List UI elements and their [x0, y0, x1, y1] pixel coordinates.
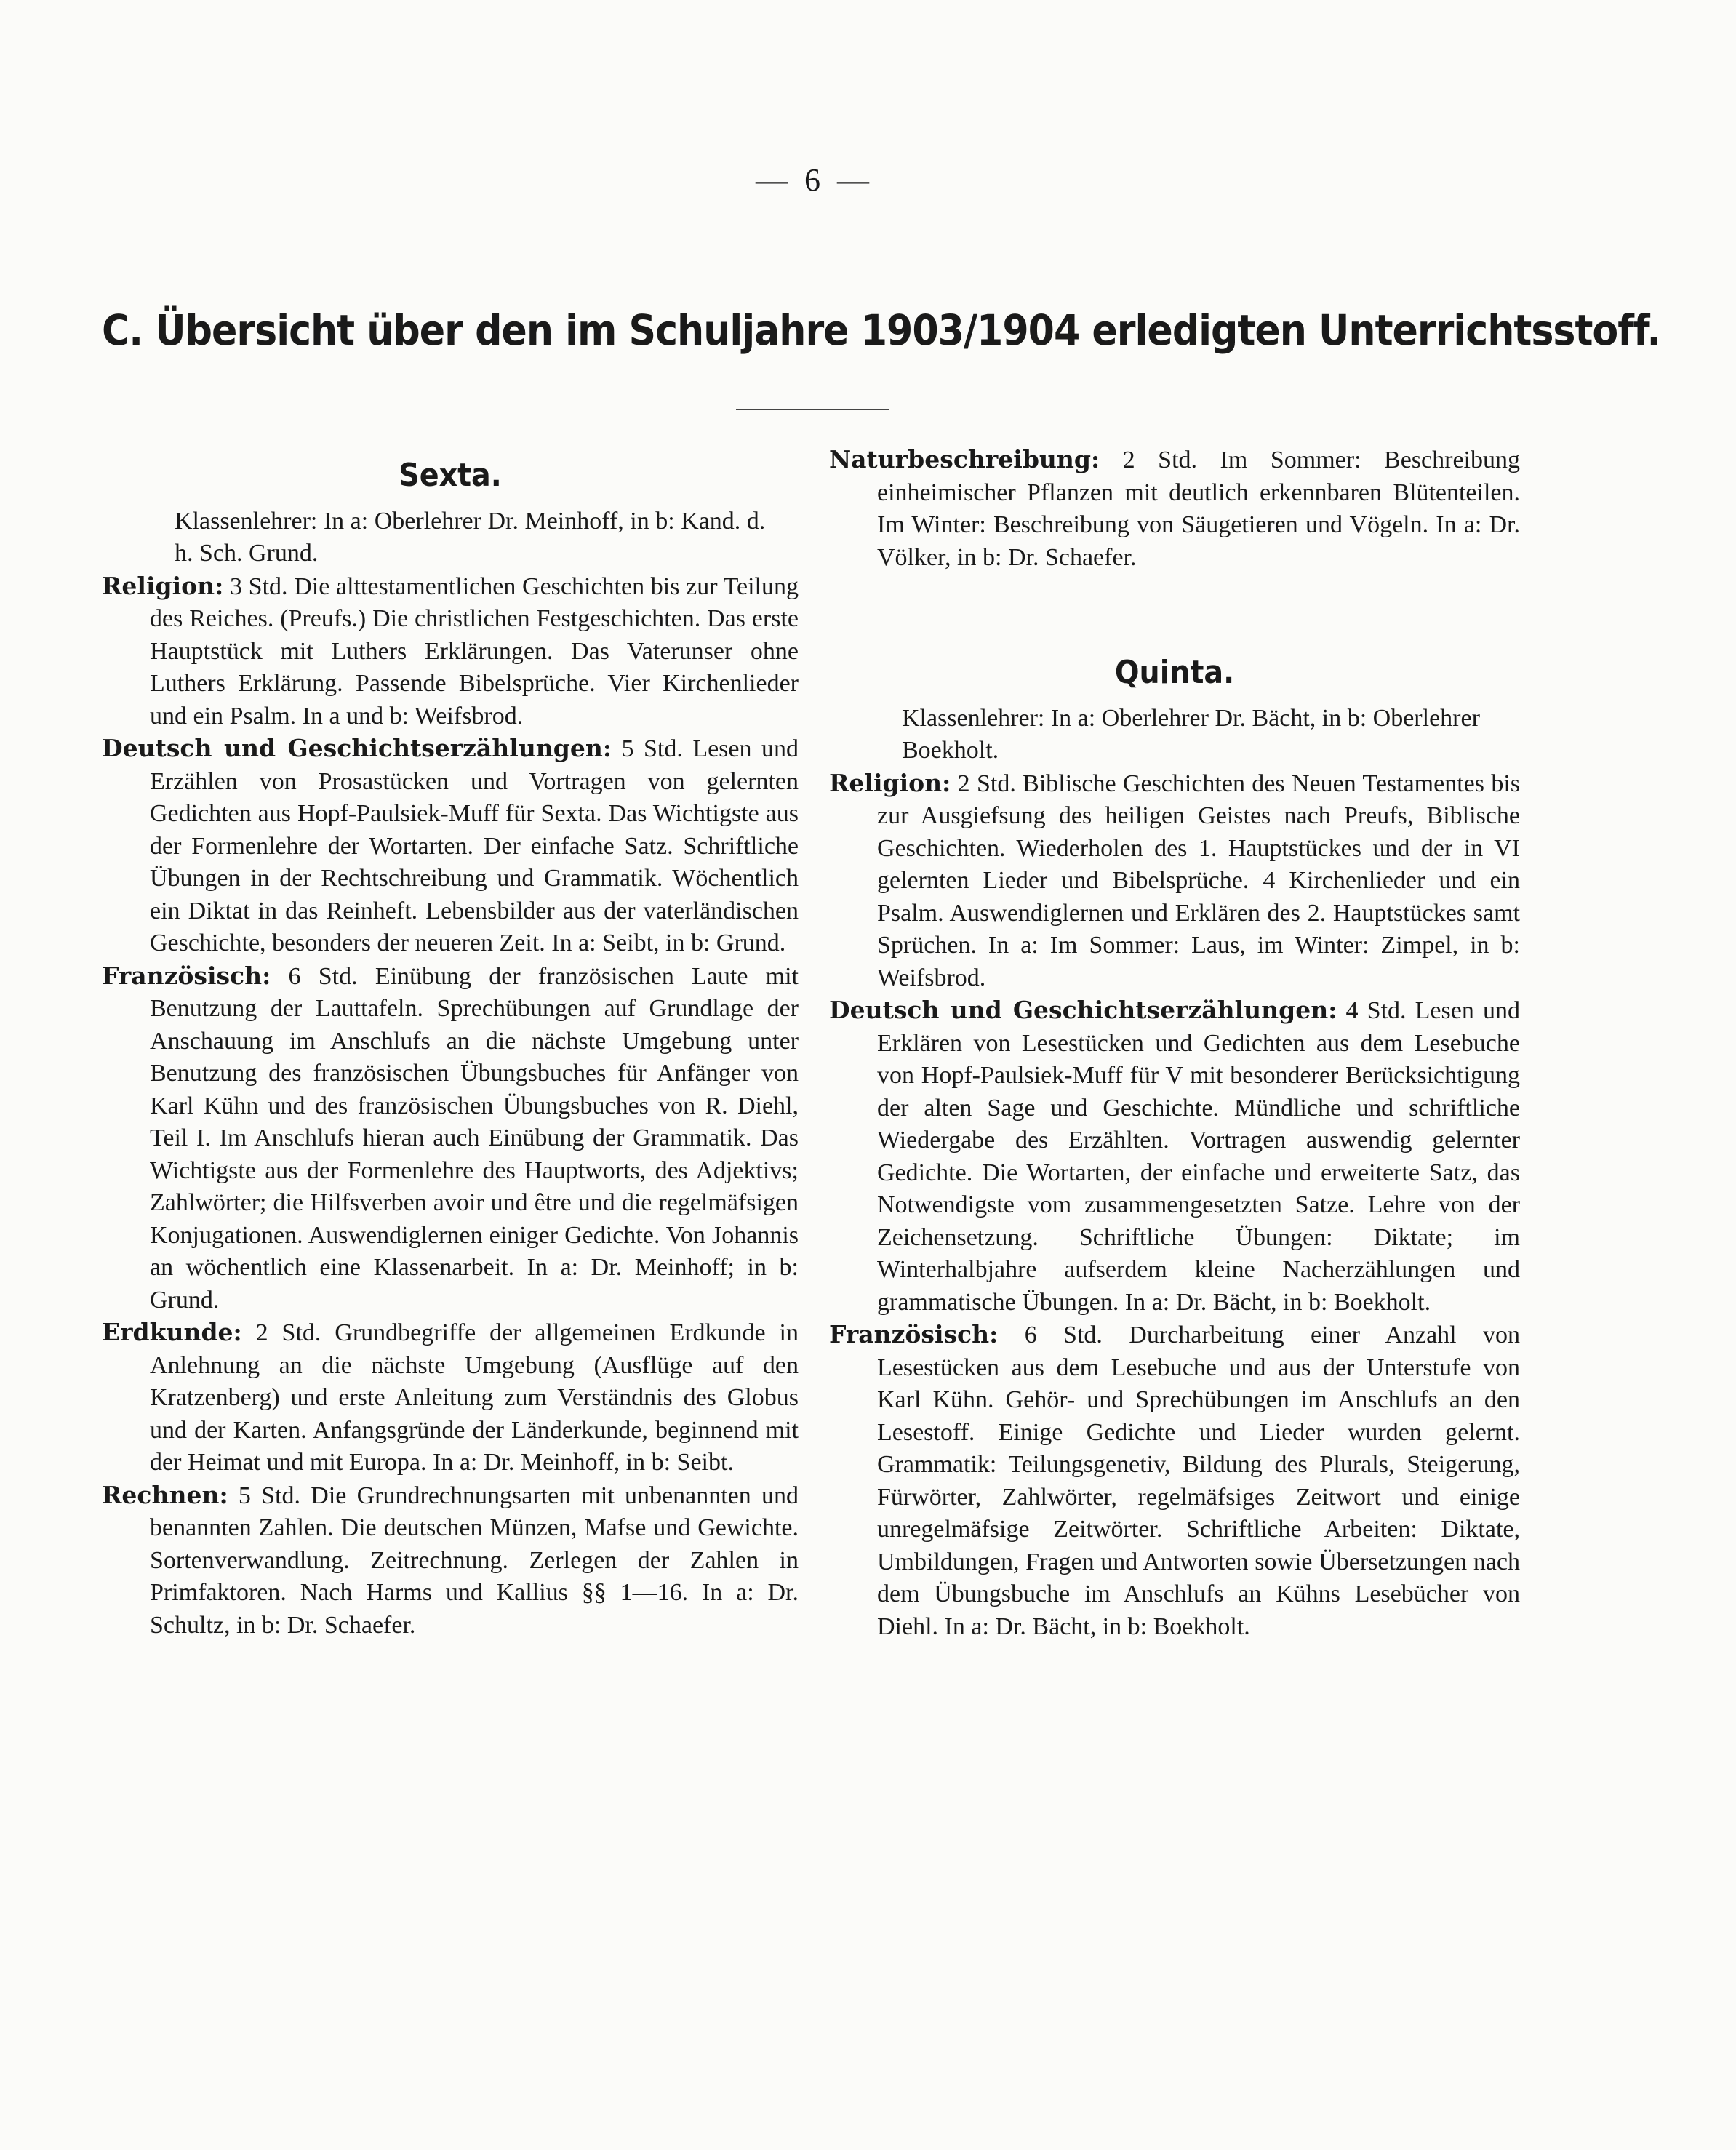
section-title-quinta: Quinta. — [1114, 654, 1235, 691]
subject-text: 2 Std. Im Sommer: Beschreibung einheimischer Pflanzen mit deutlich erkennbaren Blütenteilen. Im Winter: Beschreibung von Säugetieren und Vögeln. In a: Dr. Völker, in b: Dr. Schaefer. — [877, 447, 1520, 571]
subject-entry-franzoesisch — [102, 960, 799, 1317]
left-column — [102, 444, 799, 1642]
subject-text: 4 Std. Lesen und Erklären von Lesestücken und Gedichten aus dem Lesebuche von Hopf-Paulsiek-Muff für V mit besonderer Berücksichtigung der alten Sage und Geschichte. Mündliche und schriftliche Wiedergabe des Erzählten. Vortragen auswendig gelernter Gedichte. Die Wortarten, der einfache und erweiterte Satz, das Notwendigste vom zusammengesetzten Satze. Lehre von der Zeichensetzung. Schriftliche Übungen: Diktate; im Winterhalbjahre aufserdem kleine Nacherzählungen und grammatische Übungen. In a: Dr. Bächt, in b: Boekholt. — [877, 997, 1520, 1316]
subject-entry-religion — [102, 570, 799, 733]
subject-text: 2 Std. Biblische Geschichten des Neuen Testamentes bis zur Ausgiefsung des heiligen Geistes nach Preufs, Biblische Geschichten. Wiederholen des 1. Hauptstückes und der in VI gelernten Lieder und Bibelsprüche. 4 Kirchenlieder und ein Psalm. Auswendiglernen und Erklären des 2. Hauptstückes samt Sprüchen. In a: Im Sommer: Laus, im Winter: Zimpel, in b: Weifsbrod. — [877, 770, 1520, 991]
subject-entry-erdkunde — [102, 1316, 799, 1479]
subject-text: 5 Std. Die Grundrechnungsarten mit unbenannten und benannten Zahlen. Die deutschen Münzen, Mafse und Gewichte. Sortenverwandlung. Zeitrechnung. Zerlegen der Zahlen in Primfaktoren. Nach Harms und Kallius §§ 1—16. In a: Dr. Schultz, in b: Dr. Schaefer. — [150, 1482, 799, 1639]
subject-entry-deutsch — [829, 994, 1520, 1319]
page-heading: C. Übersicht über den im Schuljahre 1903/1904 erledigten Unterrichtsstoff. — [102, 305, 1661, 355]
subject-label: Religion: — [102, 571, 224, 600]
subject-label: Erdkunde: — [102, 1318, 242, 1346]
subject-text: 3 Std. Die alttestamentlichen Geschichten bis zur Teilung des Reiches. (Preufs.) Die christlichen Festgeschichten. Das erste Hauptstück mit Luthers Erklärungen. Das Vaterunser ohne Luthers Erklärung. Passende Bibelsprüche. Vier Kirchenlieder und ein Psalm. In a und b: Weifsbrod. — [150, 572, 799, 730]
class-teacher-sexta: Klassenlehrer: In a: Oberlehrer Dr. Meinhoff, in b: Kand. d. h. Sch. Grund. — [175, 507, 766, 567]
subject-label: Französisch: — [829, 1320, 999, 1348]
subject-label: Deutsch und Geschichtserzählungen: — [829, 996, 1337, 1024]
subject-label: Deutsch und Geschichtserzählungen: — [102, 734, 612, 762]
section-gap — [829, 574, 1520, 639]
subject-entry-deutsch — [102, 732, 799, 960]
heading-divider — [736, 409, 889, 410]
subject-text: 5 Std. Lesen und Erzählen von Prosastücken und Vortragen von gelernten Gedichten aus Hopf-Paulsiek-Muff für Sexta. Das Wichtigste aus der Formenlehre der Wortarten. Der einfache Satz. Schriftliche Übungen in der Rechtschreibung und Grammatik. Wöchentlich ein Diktat in das Reinheft. Lebensbilder aus der vaterländischen Geschichte, besonders der neueren Zeit. In a: Seibt, in b: Grund. — [150, 735, 799, 956]
subject-entry-rechnen — [102, 1479, 799, 1642]
section-title-sexta: Sexta. — [399, 457, 502, 494]
class-teacher-quinta: Klassenlehrer: In a: Oberlehrer Dr. Bächt, in b: Oberlehrer Boekholt. — [902, 704, 1480, 764]
subject-text: 2 Std. Grundbegriffe der allgemeinen Erdkunde in Anlehnung an die nächste Umgebung (Ausflüge auf den Kratzenberg) und erste Anleitung zum Verständnis des Globus und der Karten. Anfangsgründe der Länderkunde, beginnend mit der Heimat und mit Europa. In a: Dr. Meinhoff, in b: Seibt. — [150, 1319, 799, 1476]
subject-text: 6 Std. Durcharbeitung einer Anzahl von Lesestücken aus dem Lesebuche und aus der Unterstufe von Karl Kühn. Gehör- und Sprechübungen im Anschlufs an den Lesestoff. Einige Gedichte und Lieder wurden gelernt. Grammatik: Teilungsgenetiv, Bildung des Plurals, Steigerung, Fürwörter, Zahlwörter, regelmäfsiges Zeitwort und einige unregelmäfsige Zeitwörter. Schriftliche Arbeiten: Diktate, Umbildungen, Fragen und Antworten sowie Übersetzungen nach dem Übungsbuche im Anschlufs an Kühns Lesebücher von Diehl. In a: Dr. Bächt, in b: Boekholt. — [877, 1322, 1520, 1640]
subject-entry-religion — [829, 767, 1520, 995]
right-column — [829, 444, 1520, 1643]
subject-label: Naturbeschreibung: — [829, 445, 1100, 473]
subject-label: Rechnen: — [102, 1480, 228, 1509]
subject-entry-naturbeschreibung — [829, 444, 1520, 574]
subject-label: Religion: — [829, 768, 951, 797]
subject-text: 6 Std. Einübung der französischen Laute mit Benutzung der Lauttafeln. Sprechübungen auf Grundlage der Anschauung im Anschlufs an die nächste Umgebung unter Benutzung des französischen Übungsbuches für Anfänger von Karl Kühn und des französischen Übungsbuches von R. Diehl, Teil I. Im Anschlufs hieran auch Einübung der Grammatik. Das Wichtigste aus der Formenlehre des Hauptworts, des Adjektivs; Zahlwörter; die Hilfsverben avoir und être und die regelmäfsigen Konjugationen. Auswendiglernen einiger Gedichte. Von Johannis an wöchentlich eine Klassenarbeit. In a: Dr. Meinhoff; in b: Grund. — [150, 962, 799, 1314]
subject-label: Französisch: — [102, 961, 271, 990]
page-number: — 6 — — [756, 162, 873, 198]
subject-entry-franzoesisch — [829, 1319, 1520, 1643]
